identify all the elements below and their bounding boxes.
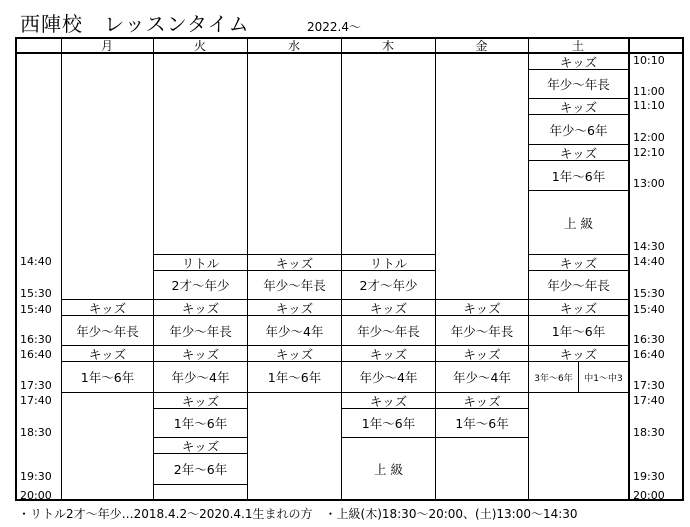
lesson-cell: キッズ [341,392,436,409]
lesson-cell: キッズ [247,345,342,362]
day-header-wed: 水 [287,39,300,53]
day-header-tue: 火 [193,39,206,53]
time-label: 17:30 [633,379,665,392]
time-label: 15:40 [20,303,52,316]
lesson-cell: 上 級 [341,437,436,500]
time-label: 13:00 [633,177,665,190]
time-label: 20:00 [20,489,52,502]
time-label: 15:30 [20,287,52,300]
time-label: 15:30 [633,287,665,300]
lesson-cell: キッズ [153,437,248,454]
lesson-cell: キッズ [528,254,629,271]
lesson-cell: 1年～6年 [341,408,436,438]
time-label: 10:10 [633,54,665,67]
time-label: 17:30 [20,379,52,392]
lesson-cell: 年少～4年 [247,315,342,346]
time-label: 16:40 [633,348,665,361]
lesson-cell: 年少～年長 [247,270,342,300]
time-label: 11:10 [633,99,665,112]
lesson-cell: 年少～年長 [435,315,529,346]
time-label: 20:00 [633,489,665,502]
lesson-cell: キッズ [153,345,248,362]
lesson-cell: キッズ [153,392,248,409]
lesson-cell: キッズ [435,299,529,316]
time-label: 14:40 [633,255,665,268]
lesson-cell: リトル [341,254,436,271]
day-header-sat: 土 [571,39,584,53]
time-label: 14:30 [633,240,665,253]
time-label: 18:30 [633,426,665,439]
lesson-cell: キッズ [61,299,154,316]
lesson-cell: 年少～年長 [341,315,436,346]
page-subtitle: 2022.4～ [307,20,361,34]
time-label: 19:30 [633,470,665,483]
lesson-cell: キッズ [435,345,529,362]
time-label: 16:40 [20,348,52,361]
time-label: 19:30 [20,470,52,483]
time-label: 11:00 [633,85,665,98]
lesson-cell: 年少～年長 [61,315,154,346]
day-header-mon: 月 [100,39,113,53]
time-label: 17:40 [633,394,665,407]
column-divider [61,39,62,499]
time-label: 16:30 [633,333,665,346]
lesson-cell: キッズ [247,299,342,316]
lesson-cell: 年少～年長 [153,315,248,346]
lesson-cell: 1年～6年 [435,408,529,438]
lesson-cell: キッズ [435,392,529,409]
lesson-cell: 年少～年長 [528,270,629,300]
lesson-cell: キッズ [528,144,629,161]
lesson-cell: 1年～6年 [61,361,154,393]
lesson-cell: キッズ [341,299,436,316]
lesson-cell: キッズ [528,345,629,362]
lesson-cell: キッズ [153,299,248,316]
day-header-fri: 金 [475,39,488,53]
lesson-cell: 1年～6年 [528,160,629,191]
lesson-cell: キッズ [528,53,629,70]
footer-note: ・リトル2才～年少…2018.4.2～2020.4.1生まれの方 ・上級(木)18:30～20:00、(土)13:00～14:30 [18,507,578,521]
time-label: 15:40 [633,303,665,316]
time-label: 16:30 [20,333,52,346]
lesson-cell: キッズ [247,254,342,271]
lesson-cell: 年少～4年 [341,361,436,393]
page-title: 西陣校 レッスンタイム [20,12,250,36]
lesson-cell: 1年～6年 [153,408,248,438]
lesson-cell: 中1～中3 [578,361,629,393]
lesson-cell: 上 級 [528,190,629,255]
lesson-cell: リトル [153,254,248,271]
time-label: 14:40 [20,255,52,268]
lesson-cell: 年少～6年 [528,114,629,145]
lesson-cell: 年少～年長 [528,69,629,99]
lesson-cell: 3年～6年 [528,361,579,393]
day-header-thu: 木 [381,39,394,53]
lesson-cell: 年少～4年 [153,361,248,393]
time-label: 12:00 [633,131,665,144]
lesson-cell: 1年～6年 [247,361,342,393]
lesson-cell: 年少～4年 [435,361,529,393]
lesson-cell: キッズ [528,299,629,316]
time-label: 17:40 [20,394,52,407]
lesson-cell: 1年～6年 [528,315,629,346]
lesson-cell: 2才～年少 [153,270,248,300]
lesson-cell: キッズ [341,345,436,362]
lesson-cell: 2才～年少 [341,270,436,300]
lesson-cell: キッズ [528,98,629,115]
lesson-cell: キッズ [61,345,154,362]
time-label: 18:30 [20,426,52,439]
lesson-cell: 2年～6年 [153,453,248,485]
time-label: 12:10 [633,146,665,159]
